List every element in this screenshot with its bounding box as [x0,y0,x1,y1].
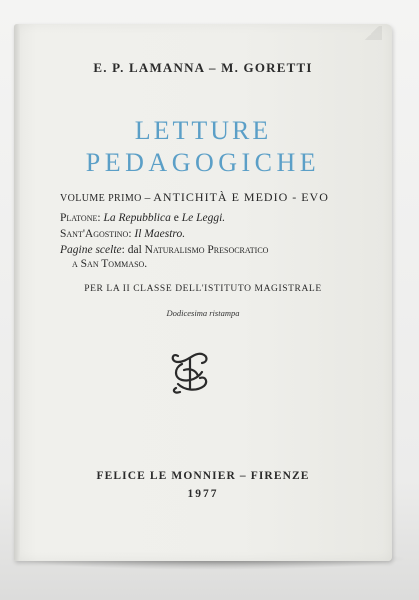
title-line-2: PEDAGOGICHE [85,148,321,177]
platone-work-2: Le Leggi. [181,212,226,224]
platone-sep: : [97,212,101,224]
book-cover [14,24,392,561]
reprint-line: Dodicesima ristampa [166,308,240,318]
contents-line-tommaso [72,258,147,270]
cover-crease [362,26,382,40]
title-line-1: LETTURE [134,116,272,145]
monogram-logo-icon [168,348,212,394]
volume-line [60,190,380,205]
contents-line-pagine [60,244,268,256]
volume-dash: – [144,192,151,204]
publisher-line: FELICE LE MONNIER – FIRENZE [96,470,310,482]
publication-year: 1977 [187,488,219,500]
pagine-rest: : dal [121,244,142,256]
agostino-work: Il Maestro. [134,228,186,240]
platone-work-1: La Repubblica [103,212,171,224]
pagine-label: Pagine scelte [60,244,122,256]
school-class-line: PER LA II CLASSE DELL'ISTITUTO MAGISTRALE [84,284,322,294]
authors: E. P. LAMANNA – M. GORETTI [93,60,313,75]
tommaso-text: a San Tommaso. [72,258,148,270]
agostino-name: Sant'Agostino [60,228,129,240]
pagine-subject: Naturalismo Presocratico [144,244,269,256]
agostino-sep: : [128,228,132,240]
platone-name: Platone [60,212,98,224]
contents-line-platone [60,212,225,224]
platone-and: e [173,212,179,224]
volume-subject: ANTICHITÀ E MEDIO - EVO [153,190,329,204]
contents-line-agostino [60,228,185,240]
volume-label: VOLUME PRIMO [60,193,142,204]
